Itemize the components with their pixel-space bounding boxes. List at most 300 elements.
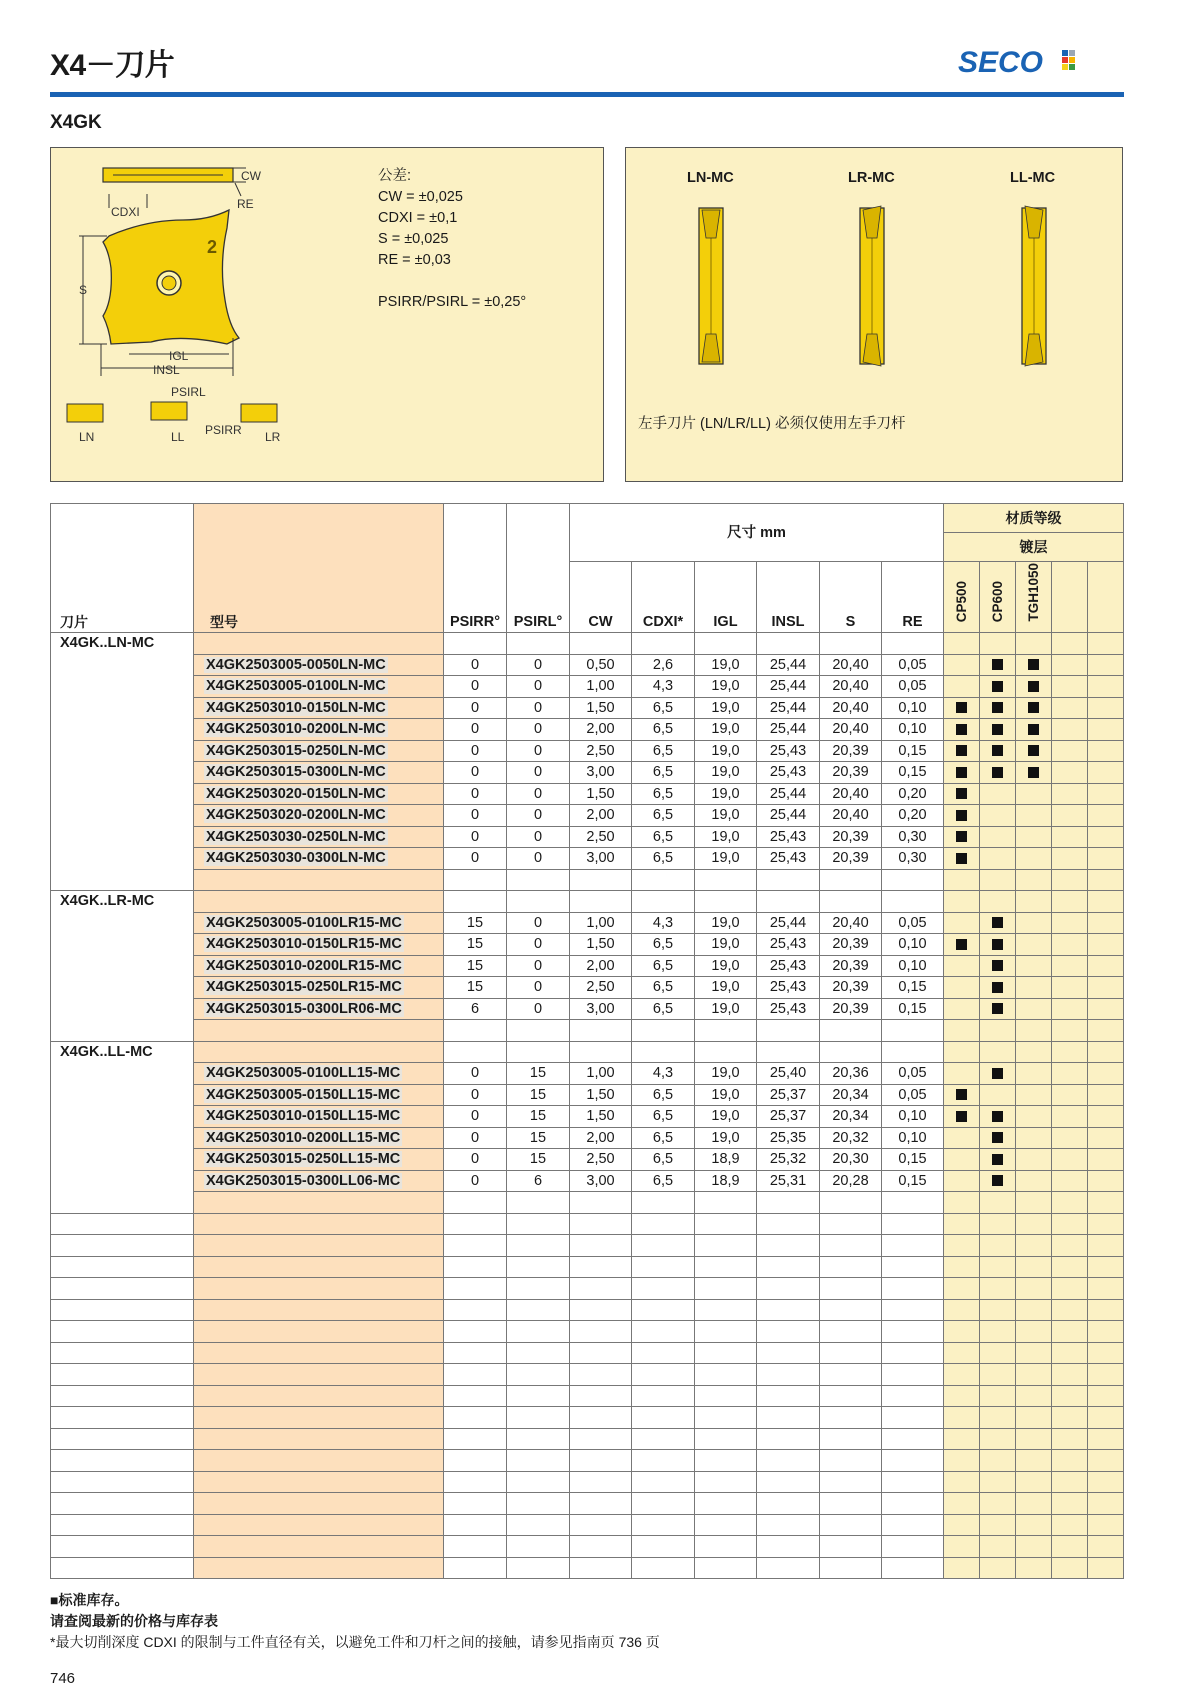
grade-cell (1088, 654, 1124, 676)
re-value: 0,05 (882, 912, 944, 934)
igl-value: 19,0 (695, 998, 757, 1020)
psirl-value: 15 (507, 1084, 570, 1106)
grade-cell (1088, 805, 1124, 827)
product-code[interactable]: X4GK2503010-0150LR15-MC (206, 936, 402, 953)
empty-cell (944, 891, 980, 913)
re-value: 0,20 (882, 783, 944, 805)
empty-cell (757, 1278, 820, 1300)
empty-cell (507, 1041, 570, 1063)
empty-cell (51, 1493, 194, 1515)
product-code[interactable]: X4GK2503005-0050LN-MC (206, 656, 386, 673)
igl-value: 19,0 (695, 783, 757, 805)
stock-mark-icon (992, 767, 1003, 778)
col-re: RE (882, 562, 944, 633)
brand-text: SECO (958, 46, 1044, 78)
empty-cell (695, 869, 757, 891)
ln-mc-insert-icon (699, 208, 723, 364)
s-value: 20,39 (820, 848, 882, 870)
igl-value: 19,0 (695, 762, 757, 784)
empty-cell (757, 1450, 820, 1472)
empty-cell (757, 891, 820, 913)
cdxi-value: 6,5 (632, 1084, 695, 1106)
table-row[interactable] (51, 805, 1124, 827)
s-value: 20,39 (820, 826, 882, 848)
empty-cell (632, 1385, 695, 1407)
product-code[interactable]: X4GK2503030-0300LN-MC (206, 850, 386, 867)
empty-cell (570, 1235, 632, 1257)
table-row[interactable] (51, 697, 1124, 719)
empty-cell (944, 1256, 980, 1278)
empty-cell (980, 1493, 1016, 1515)
igl-value: 19,0 (695, 977, 757, 999)
re-value: 0,15 (882, 762, 944, 784)
cw-value: 1,00 (570, 912, 632, 934)
grade-cell (944, 1084, 980, 1106)
empty-cell (944, 1536, 980, 1558)
grade-cell (944, 654, 980, 676)
stock-mark-icon (956, 767, 967, 778)
empty-cell (820, 1299, 882, 1321)
empty-cell (944, 1557, 980, 1579)
insl-value: 25,37 (757, 1106, 820, 1128)
svg-text:CW: CW (241, 169, 261, 183)
empty-cell (444, 1407, 507, 1429)
grade-cell (1016, 1149, 1052, 1171)
empty-cell (1088, 1235, 1124, 1257)
grade-cell (980, 912, 1016, 934)
psirl-value: 0 (507, 697, 570, 719)
col-psirr: PSIRR° (444, 504, 507, 633)
empty-cell (1052, 1471, 1088, 1493)
empty-cell (1088, 1450, 1124, 1472)
col-group-dims: 尺寸 mm (570, 504, 944, 562)
table-row[interactable] (51, 1149, 1124, 1171)
cw-value: 1,50 (570, 934, 632, 956)
empty-cell (757, 1299, 820, 1321)
empty-cell (980, 1364, 1016, 1386)
empty-cell (882, 1278, 944, 1300)
product-code-cell (194, 955, 444, 977)
empty-cell (632, 891, 695, 913)
re-value: 0,10 (882, 955, 944, 977)
empty-cell (980, 1471, 1016, 1493)
empty-cell (820, 1536, 882, 1558)
stock-mark-icon (992, 659, 1003, 670)
grade-cell (1052, 740, 1088, 762)
empty-cell (632, 1536, 695, 1558)
s-value: 20,32 (820, 1127, 882, 1149)
empty-cell (444, 1514, 507, 1536)
grade-cell (944, 762, 980, 784)
empty-row (51, 1213, 1124, 1235)
grade-cell (1088, 955, 1124, 977)
empty-cell (444, 891, 507, 913)
variant-label-lr: LR-MC (848, 170, 895, 186)
insl-value: 25,35 (757, 1127, 820, 1149)
empty-cell (1052, 1321, 1088, 1343)
grade-cell (1016, 676, 1052, 698)
empty-row (51, 1385, 1124, 1407)
empty-cell (944, 1428, 980, 1450)
product-code-cell (194, 697, 444, 719)
stock-mark-icon (992, 745, 1003, 756)
grade-cell (1052, 719, 1088, 741)
table-row[interactable] (51, 1106, 1124, 1128)
empty-cell (944, 1450, 980, 1472)
empty-cell (757, 1213, 820, 1235)
grade-cell (980, 1127, 1016, 1149)
empty-cell (820, 1514, 882, 1536)
empty-cell (194, 1471, 444, 1493)
empty-cell (507, 1256, 570, 1278)
s-value: 20,40 (820, 654, 882, 676)
svg-text:CDXI: CDXI (111, 205, 140, 219)
col-cp500: CP500 (953, 580, 969, 622)
product-code[interactable]: X4GK2503010-0200LN-MC (206, 721, 386, 738)
empty-cell (882, 1213, 944, 1235)
psirl-value: 0 (507, 762, 570, 784)
empty-cell (757, 1321, 820, 1343)
variant-label-ln: LN-MC (687, 170, 734, 186)
cw-value: 3,00 (570, 1170, 632, 1192)
grade-cell (1052, 826, 1088, 848)
empty-cell (944, 1235, 980, 1257)
empty-cell (1088, 1364, 1124, 1386)
table-row[interactable] (51, 740, 1124, 762)
insl-value: 25,43 (757, 934, 820, 956)
product-code[interactable]: X4GK2503010-0200LL15-MC (206, 1129, 401, 1146)
empty-cell (980, 1450, 1016, 1472)
empty-cell (1052, 1557, 1088, 1579)
cw-value: 1,50 (570, 783, 632, 805)
table-row[interactable] (51, 977, 1124, 999)
cw-value: 3,00 (570, 998, 632, 1020)
product-code[interactable]: X4GK2503015-0250LN-MC (206, 742, 386, 759)
empty-cell (194, 1385, 444, 1407)
re-value: 0,15 (882, 977, 944, 999)
lr-mc-insert-icon (860, 206, 884, 366)
table-row[interactable] (51, 998, 1124, 1020)
empty-cell (51, 1278, 194, 1300)
cdxi-value: 4,3 (632, 912, 695, 934)
igl-value: 19,0 (695, 654, 757, 676)
grade-cell (944, 848, 980, 870)
empty-cell (820, 1471, 882, 1493)
insl-value: 25,37 (757, 1084, 820, 1106)
empty-cell (882, 1536, 944, 1558)
s-value: 20,39 (820, 998, 882, 1020)
empty-cell (194, 1364, 444, 1386)
empty-cell (882, 1235, 944, 1257)
product-code[interactable]: X4GK2503020-0200LN-MC (206, 807, 386, 824)
col-group-coating: 镀层 (944, 533, 1124, 562)
empty-cell (1088, 1385, 1124, 1407)
empty-cell (51, 1450, 194, 1472)
empty-cell (1088, 1342, 1124, 1364)
grade-cell (1016, 977, 1052, 999)
grade-cell (1052, 1084, 1088, 1106)
product-code[interactable]: X4GK2503015-0250LR15-MC (206, 979, 402, 996)
tolerance-title: 公差: (378, 168, 412, 184)
product-code[interactable]: X4GK2503030-0250LN-MC (206, 828, 386, 845)
table-row[interactable] (51, 912, 1124, 934)
product-code[interactable]: X4GK2503010-0200LR15-MC (206, 957, 402, 974)
stock-mark-icon (956, 939, 967, 950)
grade-cell (1016, 762, 1052, 784)
insl-value: 25,43 (757, 998, 820, 1020)
empty-cell (194, 1407, 444, 1429)
product-code[interactable]: X4GK2503015-0250LL15-MC (206, 1151, 401, 1168)
product-code[interactable]: X4GK2503010-0150LN-MC (206, 699, 386, 716)
empty-cell (507, 1364, 570, 1386)
empty-cell (980, 1299, 1016, 1321)
table-row[interactable] (51, 934, 1124, 956)
empty-cell (1016, 1493, 1052, 1515)
stock-mark-icon (992, 1175, 1003, 1186)
product-code-cell (194, 934, 444, 956)
psirr-value: 0 (444, 848, 507, 870)
grade-cell (1016, 697, 1052, 719)
igl-value: 19,0 (695, 740, 757, 762)
grade-cell (1088, 1127, 1124, 1149)
svg-text:IGL: IGL (169, 349, 189, 363)
empty-cell (980, 869, 1016, 891)
igl-value: 19,0 (695, 697, 757, 719)
grade-cell (980, 1063, 1016, 1085)
empty-cell (51, 1428, 194, 1450)
empty-cell (194, 1493, 444, 1515)
s-value: 20,40 (820, 805, 882, 827)
psirr-value: 0 (444, 1063, 507, 1085)
empty-cell (632, 869, 695, 891)
grade-cell (1052, 1106, 1088, 1128)
empty-cell (757, 1407, 820, 1429)
cw-value: 2,50 (570, 826, 632, 848)
cdxi-value: 4,3 (632, 676, 695, 698)
grade-cell (1088, 998, 1124, 1020)
empty-cell (695, 1342, 757, 1364)
empty-cell (980, 1407, 1016, 1429)
empty-cell (882, 1514, 944, 1536)
empty-cell (980, 1321, 1016, 1343)
igl-value: 19,0 (695, 676, 757, 698)
product-code[interactable]: X4GK2503015-0300LR06-MC (206, 1000, 402, 1017)
igl-value: 19,0 (695, 955, 757, 977)
empty-cell (695, 891, 757, 913)
empty-cell (695, 1514, 757, 1536)
table-row[interactable] (51, 1084, 1124, 1106)
empty-cell (1088, 633, 1124, 655)
grade-cell (1052, 697, 1088, 719)
empty-cell (882, 1041, 944, 1063)
empty-cell (570, 1041, 632, 1063)
re-value: 0,10 (882, 934, 944, 956)
table-row[interactable] (51, 654, 1124, 676)
empty-cell (695, 633, 757, 655)
grade-cell (1052, 955, 1088, 977)
empty-row (51, 1557, 1124, 1579)
empty-cell (1088, 1299, 1124, 1321)
empty-cell (1016, 1256, 1052, 1278)
product-code-cell (194, 1149, 444, 1171)
empty-cell (757, 1256, 820, 1278)
s-value: 20,40 (820, 783, 882, 805)
empty-cell (944, 1342, 980, 1364)
s-value: 20,40 (820, 912, 882, 934)
empty-cell (882, 1020, 944, 1042)
empty-cell (1016, 891, 1052, 913)
table-row[interactable] (51, 783, 1124, 805)
col-group-grade: 材质等级 (944, 504, 1124, 533)
empty-cell (1016, 1299, 1052, 1321)
product-code-cell (194, 1127, 444, 1149)
product-code[interactable]: X4GK2503010-0150LL15-MC (206, 1108, 401, 1125)
empty-cell (507, 1192, 570, 1214)
empty-cell (194, 1256, 444, 1278)
table-row[interactable] (51, 826, 1124, 848)
insl-value: 25,44 (757, 805, 820, 827)
cdxi-value: 6,5 (632, 697, 695, 719)
empty-cell (507, 869, 570, 891)
empty-cell (570, 869, 632, 891)
grade-cell (1016, 826, 1052, 848)
grade-cell (944, 783, 980, 805)
cw-value: 2,00 (570, 719, 632, 741)
empty-cell (944, 1514, 980, 1536)
empty-cell (444, 1385, 507, 1407)
empty-cell (944, 1385, 980, 1407)
empty-cell (695, 1385, 757, 1407)
product-code[interactable]: X4GK2503015-0300LL06-MC (206, 1172, 401, 1189)
empty-cell (944, 1321, 980, 1343)
grade-cell (1052, 1170, 1088, 1192)
empty-cell (51, 1557, 194, 1579)
family-row (51, 891, 1124, 913)
empty-cell (882, 1428, 944, 1450)
empty-cell (194, 1536, 444, 1558)
stock-mark-icon (1028, 767, 1039, 778)
grade-cell (1052, 977, 1088, 999)
table-row[interactable] (51, 1170, 1124, 1192)
product-code[interactable]: X4GK2503005-0150LL15-MC (206, 1086, 401, 1103)
table-row[interactable] (51, 955, 1124, 977)
product-code[interactable]: X4GK2503005-0100LR15-MC (206, 914, 402, 931)
empty-cell (570, 1536, 632, 1558)
table-row[interactable] (51, 1063, 1124, 1085)
empty-cell (980, 633, 1016, 655)
table-row[interactable] (51, 848, 1124, 870)
empty-cell (570, 1278, 632, 1300)
insert-variant-drawings (626, 198, 1124, 398)
empty-cell (1088, 1557, 1124, 1579)
empty-cell (882, 1450, 944, 1472)
empty-cell (444, 1428, 507, 1450)
empty-cell (1052, 1450, 1088, 1472)
grade-cell (1052, 1063, 1088, 1085)
product-code[interactable]: X4GK2503020-0150LN-MC (206, 785, 386, 802)
product-code[interactable]: X4GK2503005-0100LN-MC (206, 678, 386, 695)
empty-cell (444, 1041, 507, 1063)
empty-cell (820, 1428, 882, 1450)
psirr-value: 0 (444, 676, 507, 698)
empty-cell (757, 1428, 820, 1450)
empty-cell (194, 891, 444, 913)
empty-cell (632, 1299, 695, 1321)
re-value: 0,10 (882, 1106, 944, 1128)
re-value: 0,30 (882, 826, 944, 848)
empty-row (51, 1428, 1124, 1450)
empty-cell (1052, 1299, 1088, 1321)
grade-cell (980, 740, 1016, 762)
col-type: 型号 (194, 504, 444, 633)
empty-cell (632, 1342, 695, 1364)
psirl-value: 15 (507, 1149, 570, 1171)
empty-cell (507, 1321, 570, 1343)
grade-cell (1016, 1106, 1052, 1128)
igl-value: 18,9 (695, 1170, 757, 1192)
empty-cell (194, 1235, 444, 1257)
grade-cell (1016, 805, 1052, 827)
psirr-value: 0 (444, 719, 507, 741)
table-row[interactable] (51, 762, 1124, 784)
insl-value: 25,44 (757, 697, 820, 719)
table-row[interactable] (51, 676, 1124, 698)
empty-cell (632, 1428, 695, 1450)
empty-cell (1088, 1278, 1124, 1300)
insl-value: 25,44 (757, 654, 820, 676)
empty-cell (632, 1450, 695, 1472)
insl-value: 25,43 (757, 762, 820, 784)
table-row[interactable] (51, 719, 1124, 741)
empty-cell (820, 1321, 882, 1343)
cdxi-footnote: *最大切削深度 CDXI 的限制与工件直径有关，以避免工件和刀杆之间的接触，请参见指南页 736 页 (50, 1634, 660, 1650)
svg-text:LN: LN (79, 430, 95, 444)
product-code[interactable]: X4GK2503005-0100LL15-MC (206, 1065, 401, 1082)
empty-cell (570, 891, 632, 913)
grade-cell (1088, 826, 1124, 848)
empty-cell (632, 1020, 695, 1042)
empty-cell (882, 1299, 944, 1321)
col-insl: INSL (757, 562, 820, 633)
empty-cell (820, 1364, 882, 1386)
empty-cell (632, 1192, 695, 1214)
product-code[interactable]: X4GK2503015-0300LN-MC (206, 764, 386, 781)
stock-mark-icon (956, 745, 967, 756)
cdxi-value: 6,5 (632, 805, 695, 827)
cw-value: 2,00 (570, 955, 632, 977)
cdxi-value: 6,5 (632, 740, 695, 762)
s-value: 20,39 (820, 740, 882, 762)
empty-row (51, 1342, 1124, 1364)
empty-cell (820, 1407, 882, 1429)
grade-cell (944, 740, 980, 762)
empty-cell (632, 1557, 695, 1579)
empty-cell (632, 1364, 695, 1386)
psirl-value: 0 (507, 740, 570, 762)
psirr-value: 15 (444, 912, 507, 934)
empty-cell (980, 1235, 1016, 1257)
empty-cell (944, 1278, 980, 1300)
empty-cell (757, 1385, 820, 1407)
psirr-value: 0 (444, 697, 507, 719)
table-row[interactable] (51, 1127, 1124, 1149)
insl-value: 25,44 (757, 676, 820, 698)
empty-cell (632, 1213, 695, 1235)
psirl-value: 0 (507, 934, 570, 956)
insl-value: 25,31 (757, 1170, 820, 1192)
grade-cell (1052, 783, 1088, 805)
cdxi-value: 6,5 (632, 826, 695, 848)
